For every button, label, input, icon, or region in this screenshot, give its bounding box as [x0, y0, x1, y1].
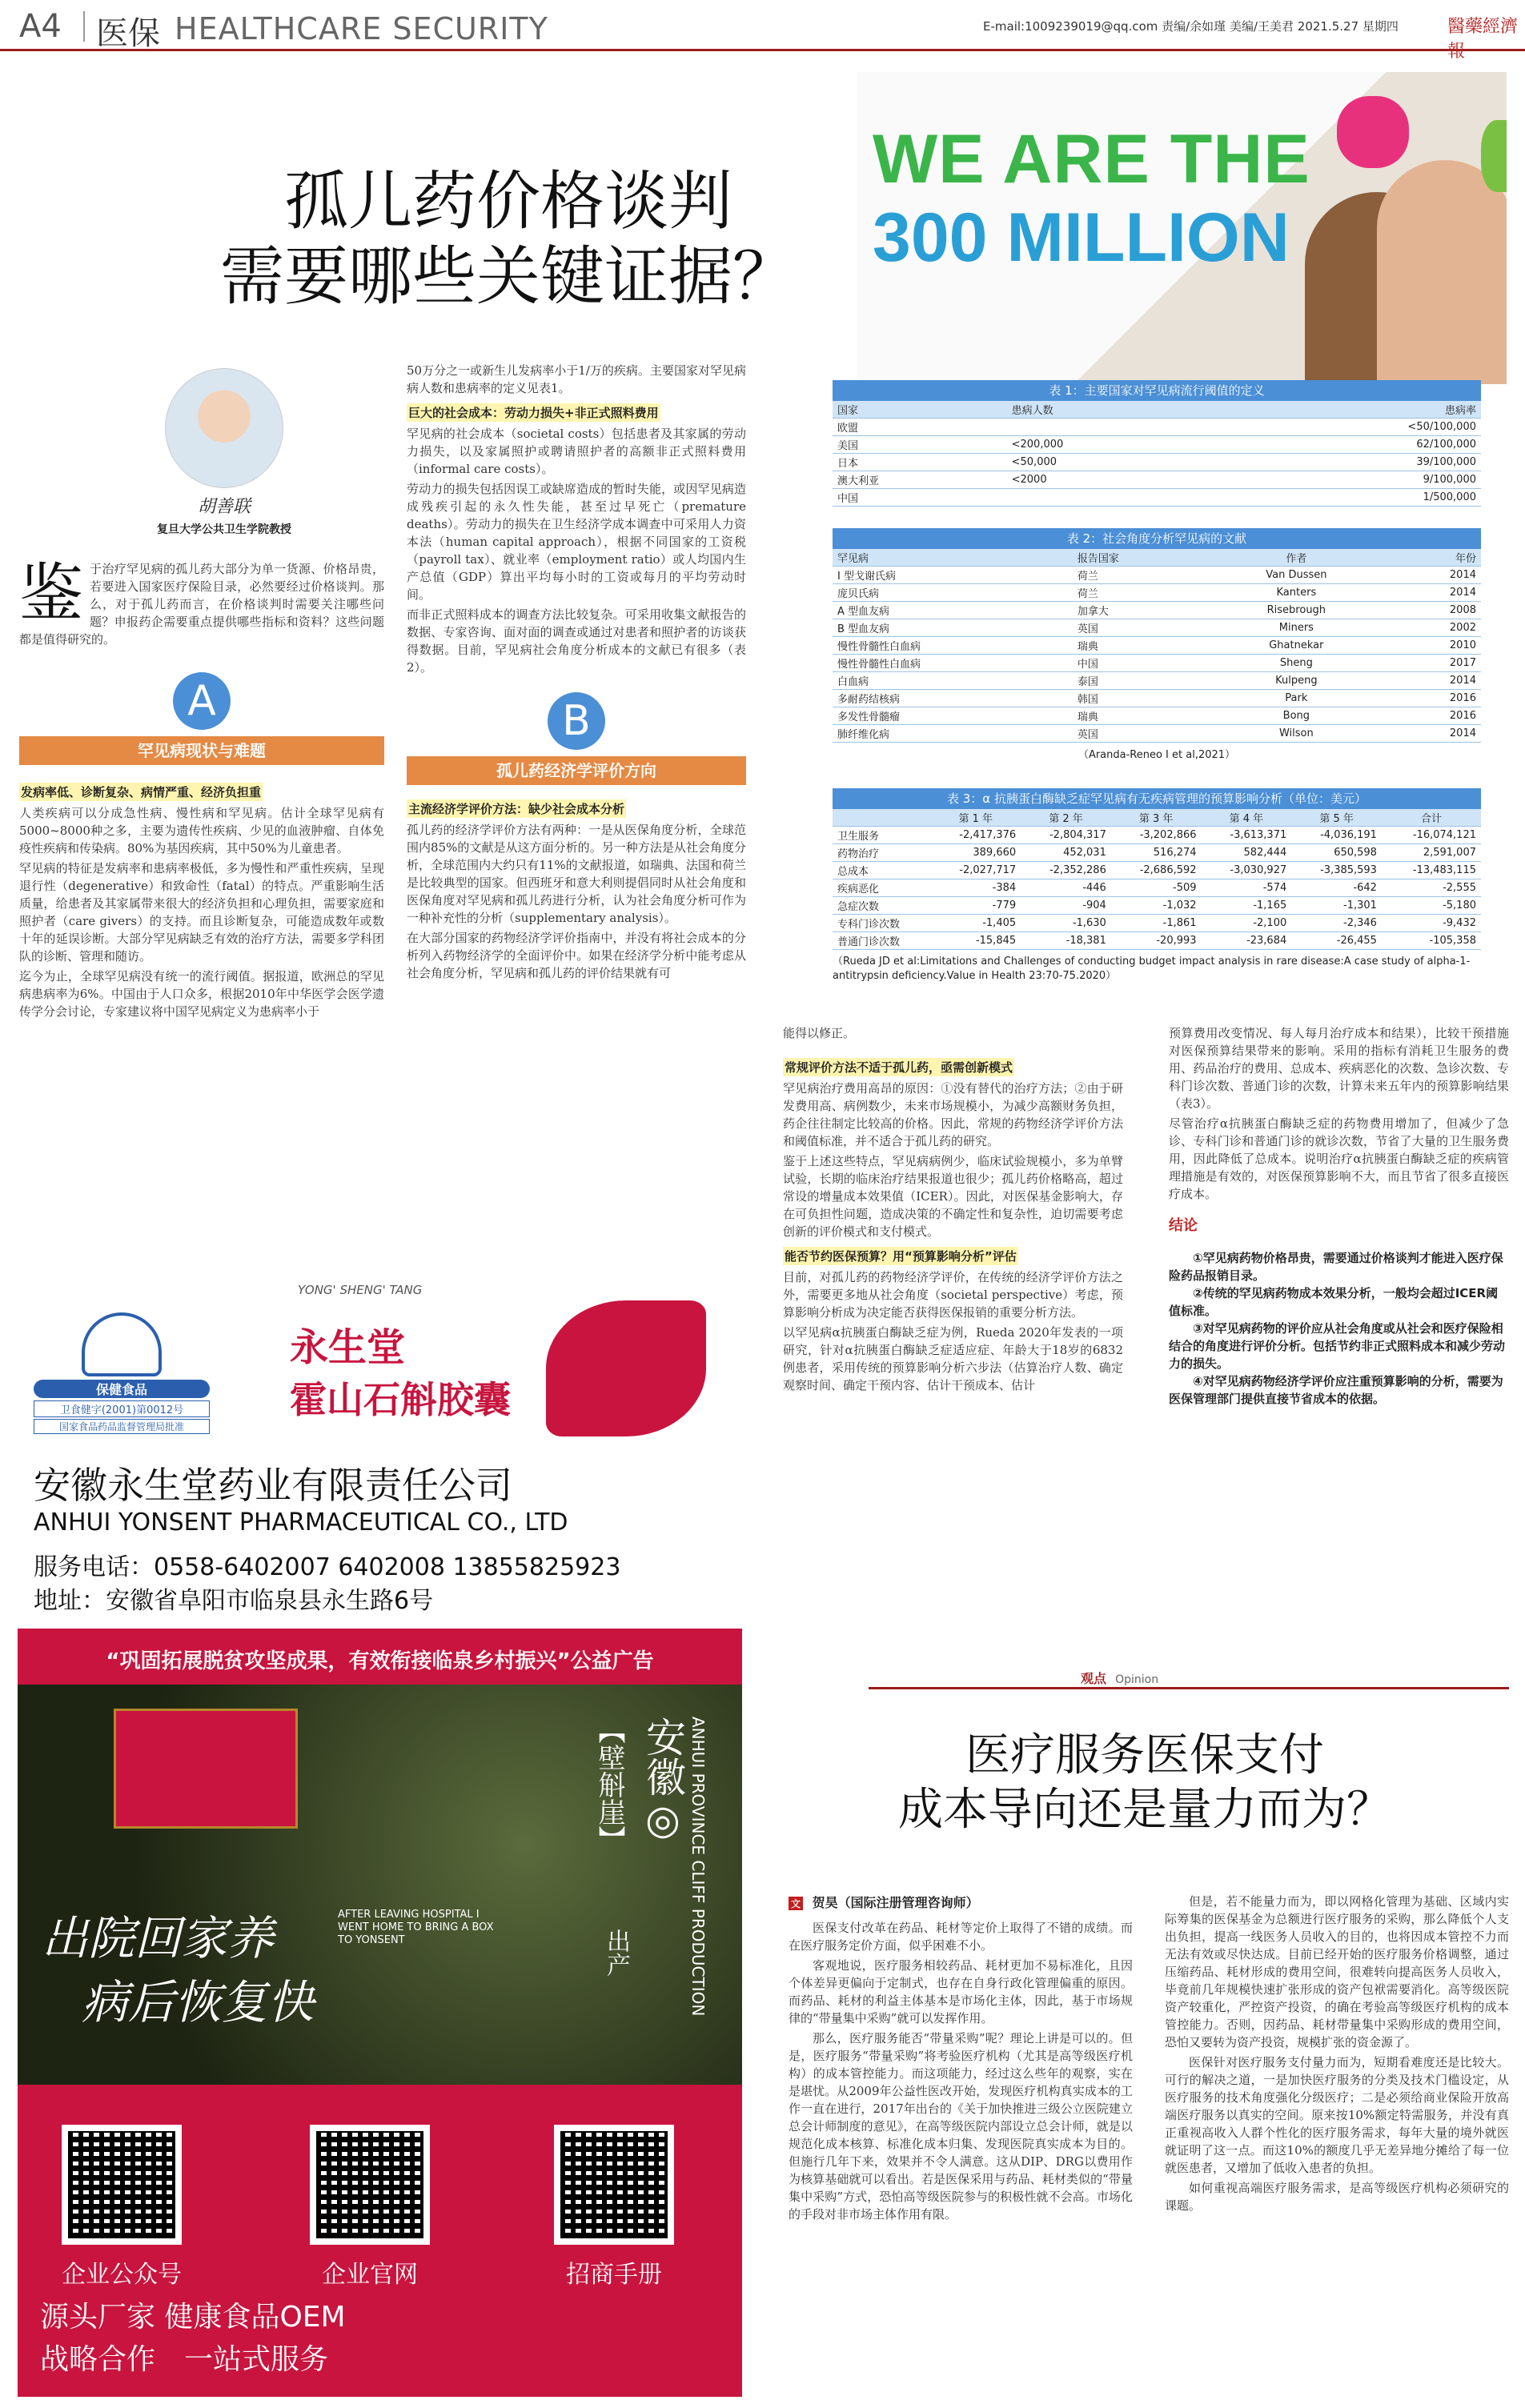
table-row: 肺纤维化病 英国 Wilson 2014 [833, 725, 1481, 743]
conclusion-item: ①罕见病药物价格昂贵，需要通过价格谈判才能进入医疗保险药品报销目录。 [1169, 1251, 1503, 1283]
table-header-row: 第 1 年 第 2 年 第 3 年 第 4 年 第 5 年 合计 [833, 809, 1481, 827]
paragraph: 迄今为止，全球罕见病没有统一的流行阈值。据报道，欧洲总的罕见病患病率为6%。中国由于人口众多，根据2010年中华医学会医学遗传学分会讨论，专家建议将中国罕见病定义为患病率小于 [19, 969, 384, 1019]
author-signature: 胡善联 [197, 497, 251, 517]
table-2 [833, 528, 1481, 761]
paragraph: 鉴于上述这些特点，罕见病病例少，临床试验规模小，多为单臂试验，长期的临床治疗结果报道也很少；孤儿药价格略高，超过常设的增量成本效果值（ICER）。因此，对医保基金影响大，存在可负担性问题，造成决策的不确定性和复杂性，迫切需要考虑创新的评价模式和支付模式。 [783, 1154, 1123, 1239]
opinion-rule [869, 1687, 1509, 1689]
author-icon: 文 [789, 1897, 803, 1910]
paragraph: 预算费用改变情况、每人每月治疗成本和结果），比较干预措施对医保预算结果带来的影响。采用的指标有消耗卫生服务的费用、药品治疗的费用、总成本、疾病恶化的次数、急诊次数、专科门诊次数、普通门诊的次数，计算未来五年内的预算影响结果（表3）。 [1169, 1026, 1509, 1111]
paragraph: 目前，对孤儿药的药物经济学评价，在传统的经济学评价方法之外，需要更多地从社会角度（societal perspective）考虑，预算影响分析成为决定能否获得医保报销的重要分析方法。 [783, 1270, 1123, 1320]
paragraph: 而非正式照料成本的调查方法比较复杂。可采用收集文献报告的数据、专家咨询、面对面的调查或通过对患者和照护者的访谈获得数据。目前，罕见病社会角度分析成本的文献已有很多（表2）。 [407, 607, 746, 675]
gift-box [114, 1709, 298, 1829]
table-3-title: 表 3：α 抗胰蛋白酶缺乏症罕见病有无疾病管理的预算影响分析（单位：美元） [833, 788, 1481, 809]
subhead: 能否节约医保预算？用“预算影响分析”评估 [783, 1247, 1018, 1265]
title-line-2: 需要哪些关键证据？ [220, 239, 797, 314]
subhead: 巨大的社会成本：劳动力损失+非正式照料费用 [407, 403, 660, 422]
qr-label: 企业公众号 [62, 2261, 182, 2289]
opinion-tag: 观点 Opinion [1081, 1671, 1159, 1686]
section-a-subhead: 发病率低、诊断复杂、病情严重、经济负担重 [19, 783, 263, 801]
header-meta: E-mail:1009239019@qq.com 责编/余如瑾 美编/王美君 2021.5.27 星期四 [983, 19, 1399, 34]
table-row: 慢性骨髓性白血病 中国 Sheng 2017 [833, 655, 1481, 672]
masthead: 醫藥經濟報 [1447, 17, 1519, 62]
painted-hand [1337, 96, 1409, 168]
ad-calligraphy-en: AFTER LEAVING HOSPITAL I WENT HOME TO BRING A BOX TO YONSENT [338, 1909, 494, 1946]
table-row: 多发性骨髓瘤 瑞典 Bong 2016 [833, 707, 1481, 725]
column-1 [19, 556, 384, 1020]
section-name: 医保 [96, 15, 160, 52]
badge-label: 保健食品 [34, 1380, 210, 1398]
paragraph: 罕见病治疗费用高昂的原因：①没有替代的治疗方法；②由于研发费用高、病例数少，未来市场规模小，为减少高额财务负担，药企往往制定比较高的价格。因此，常规的药物经济学评价方法和阈值标准，并不适合于孤儿药的研究。 [783, 1081, 1123, 1148]
article-title [168, 164, 849, 315]
table-row: 疾病恶化 -384 -446 -509 -574 -642 -2,555 [833, 879, 1481, 897]
conclusion-item: ②传统的罕见病药物成本效果分析，一般均会超过ICER阈值标准。 [1169, 1286, 1499, 1318]
section-b-title: 孤儿药经济学评价方向 [407, 756, 746, 785]
table-row: A 型血友病 加拿大 Risebrough 2008 [833, 602, 1481, 619]
ad-badge [34, 1312, 210, 1434]
opinion-column-2 [1165, 1893, 1509, 2214]
ad-vertical-en: ANHUI PROVINCE CLIFF PRODUCTION [688, 1717, 708, 2017]
page-header [0, 0, 1525, 62]
paragraph: 医保支付改革在药品、耗材等定价上取得了不错的成绩。而在医疗服务定价方面，似乎困难不小。 [789, 1921, 1133, 1953]
table-3 [833, 788, 1481, 984]
ad-photo [18, 1685, 742, 2085]
paragraph: 但是，若不能量力而为，即以网格化管理为基础、区域内实际筹集的医保基金为总额进行医疗服务的采购，那么降低个人支出负担，提高一线医务人员收入的目的，也将因成本管控不力而无法有效或尽快达成。目前已经开始的医疗服务价格调整，通过压缩药品、耗材形成的费用空间，很难转向提高医务人员收入，毕竟前几年规模快速扩张形成的资产包袱需要消化。高等级医院资产较重化，严控资产投资，的确在考验高等级医疗机构的成本管控能力。否则，因药品、耗材带量集中采购形成的费用空间，恐怕又要转为资产投资，规模扩张的资金源了。 [1165, 1894, 1509, 2049]
ad-phone: 服务电话：0558-6402007 6402008 13855825923 [34, 1553, 621, 1581]
ad-brand: 永生堂 [290, 1325, 406, 1370]
author-photo [165, 368, 283, 488]
table-row: 日本 <50,000 39/100,000 [833, 454, 1481, 471]
ad-company-en: ANHUI YONSENT PHARMACEUTICAL CO., LTD [34, 1509, 568, 1537]
table-row: B 型血友病 英国 Miners 2002 [833, 619, 1481, 637]
opinion-author: 文 贺昊（国际注册管理咨询师） [789, 1893, 979, 1911]
table-row: 庞贝氏病 荷兰 Kanters 2014 [833, 584, 1481, 602]
paragraph: 尽管治疗α抗胰蛋白酶缺乏症的药物费用增加了，但减少了急诊、专科门诊和普通门诊的就诊次数，节省了大量的卫生服务费用，因此降低了总成本。说明治疗α抗胰蛋白酶缺乏症的疾病管理措施是有效的，对医保预算影响不大，而且节省了很多直接医疗成本。 [1169, 1116, 1509, 1201]
table-row: 急症次数 -779 -904 -1,032 -1,165 -1,301 -5,180 [833, 897, 1481, 915]
paragraph: 以罕见病α抗胰蛋白酶缺乏症为例，Rueda 2020年发表的一项研究，针对α抗胰蛋白酶缺乏症适应症、年龄大于18岁的6832例患者，采用传统的预算影响分析六步法（估算治疗人数、确定观察时间、确定干预内容、估计干预成本、估计 [783, 1325, 1123, 1392]
table-row: 卫生服务 -2,417,376 -2,804,317 -3,202,866 -3,613,371 -4,036,191 -16,074,121 [833, 827, 1481, 844]
ad-product: 霍山石斛胶囊 [290, 1378, 511, 1421]
column-2 [407, 362, 746, 982]
cover-photo [857, 72, 1507, 384]
table-1-title: 表 1：主要国家对罕见病流行阈值的定义 [833, 380, 1481, 401]
table-row: 美国 <200,000 62/100,000 [833, 436, 1481, 454]
painted-hand [1481, 120, 1507, 192]
paragraph: 那么，医疗服务能否“带量采购”呢？理论上讲是可以的。但是，医疗服务“带量采购”将考验医疗机构（尤其是高等级医疗机构）的成本管控能力。而这项能力，经过这么些年的观察，实在是堪忧。从2009年公益性医改开始，发现医疗机构真实成本的工作一直在进行，2017年出台的《关于加快推进三级公立医院建立总会计师制度的意见》，在高等级医院内部设立总会计师，就是以规范化成本核算、标准化成本归集、发现医院真实成本为目的。但施行几年下来，效果并不令人满意。这从DIP、DRG以费用作为核算基础就可以看出。若是医保采用与药品、耗材类似的“带量集中采购”方式，恐怕高等级医院参与的积极性就不会高。市场化的手段对非市场主体作用有限。 [789, 2031, 1133, 2222]
qr-label: 企业官网 [322, 2261, 418, 2289]
ad-slogan: “巩固拓展脱贫攻坚成果，有效衔接临泉乡村振兴”公益广告 [106, 1649, 654, 1673]
ad-vertical-cn: 安徽◎ [640, 1717, 686, 1843]
table-header-row: 罕见病 报告国家 作者 年份 [833, 549, 1481, 567]
qr-label: 招商手册 [566, 2261, 662, 2289]
table-row: 澳大利亚 <2000 9/100,000 [833, 471, 1481, 489]
paragraph: 人类疾病可以分成急性病、慢性病和罕见病。估计全球罕见病有5000~8000种之多，主要为遗传性疾病、少见的血液肿瘤、自体免疫性疾病和传染病。80%为基因疾病，其中50%为儿童患者。 [19, 806, 384, 855]
ad-company: 安徽永生堂药业有限责任公司 [34, 1464, 512, 1507]
dove-logo [546, 1300, 706, 1436]
table-header-row: 国家 患病人数 患病率 [833, 401, 1481, 419]
table-row: 中国 1/500,000 [833, 489, 1481, 507]
table-row: 普通门诊次数 -15,845 -18,381 -20,993 -23,684 -26,455 -105,358 [833, 932, 1481, 950]
table-row: 专科门诊次数 -1,405 -1,630 -1,861 -2,100 -2,346 -9,432 [833, 915, 1481, 932]
ad-address: 地址：安徽省阜阳市临泉县永生路6号 [34, 1587, 434, 1615]
conclusion-item: ③对罕见病药物的评价应从社会角度或从社会和医疗保险相结合的角度进行评价分析。包括节约非正式照料成本和减少劳动力的损失。 [1169, 1321, 1506, 1371]
qr-code[interactable] [554, 2125, 674, 2245]
section-name-en: HEALTHCARE SECURITY [175, 11, 548, 46]
paragraph: 罕见病的社会成本（societal costs）包括患者及其家属的劳动力损失，以及家属照护或聘请照护者的高额非正式照料费用（informal care costs）。 [407, 427, 746, 476]
paragraph: 客观地说，医疗服务相较药品、耗材更加不易标准化，且因个体差异更偏向于定制式，也存在自身行政化管理偏重的原因。而药品、耗材的利益主体基本是市场化主体，因此，基于市场规律的“带量集中采购”就可以发挥作用。 [789, 1958, 1133, 2025]
photo-headline-1: WE ARE THE [873, 121, 1310, 198]
ad-bottom-line-1: 源头厂家 健康食品OEM [40, 2301, 346, 2334]
ad-calligraphy-2: 病后恢复快 [82, 1975, 315, 2029]
paragraph: 医保针对医疗服务支付量力而为，短期看难度还是比较大。可行的解决之道，一是加快医疗服务的分类及技术门槛设定，从医疗服务的技术角度强化分级医疗；二是必须给商业保险开放高端医疗服务以真实的空间。原来按10%额定特需服务，并没有真正重视高收入人群个性化的医疗服务需求，每年大量的境外就医就证明了这一点。而这10%的额度几乎无差异地分摊给了每一位就医患者，又增加了低收入患者的负担。 [1165, 2055, 1509, 2175]
qr-code[interactable] [310, 2125, 430, 2245]
ad-top-panel [18, 1276, 742, 1629]
table-row: 药物治疗 389,660 452,031 516,274 582,444 650,598 2,591,007 [833, 844, 1481, 862]
section-b-subhead: 主流经济学评价方法：缺少社会成本分析 [407, 799, 626, 818]
paragraph: 孤儿药的经济学评价方法有两种：一是从医保角度分析，全球范围内85%的文献是从这方面分析的。另一种方法是从社会角度分析，全球范围内大约只有11%的文献报道，如瑞典、法国和荷兰是比较典型的国家。但西班牙和意大利则提倡同时从社会角度和医保角度对罕见病和孤儿药进行分析，认为社会角度分析可作为一种补充性的分析（supplementary analysis）。 [407, 823, 746, 925]
table-row: 慢性骨髓性白血病 瑞典 Ghatnekar 2010 [833, 637, 1481, 655]
table-3-source: （Rueda JD et al:Limitations and Challenges of conducting budget impact analysis in rare disease:A case study of alpha-1-antitrypsin deficiency.Value in Health 23:70-75.2020） [833, 956, 1471, 982]
table-row: 欧盟 <50/100,000 [833, 419, 1481, 436]
opinion-title [781, 1729, 1509, 1837]
ad-brand-en: YONG' SHENG' TANG [298, 1283, 423, 1297]
ad-calligraphy-1: 出院回家养 [42, 1911, 275, 1965]
health-food-logo [82, 1312, 162, 1376]
paragraph: 劳动力的损失包括因误工或缺席造成的暂时失能，或因罕见病造成残疾引起的永久性失能，甚至过早死亡（premature deaths）。劳动力的损失在卫生经济学成本调查中可采用人力资本法（human capital approach），根据不同国家的工资税（payroll tax）、就业率（employment ratio）或人均国内生产总值（GDP）算出平均每小时的工资或每月的平均劳动时间。 [407, 482, 746, 602]
advertisement [18, 1276, 742, 2397]
paragraph: 能得以修正。 [783, 1026, 856, 1040]
conclusion-item: ④对罕见病药物经济学评价应注重预算影响的分析，需要为医保管理部门提供直接节省成本的依据。 [1169, 1374, 1503, 1406]
author-block [104, 368, 344, 537]
intro-paragraph: 鉴 于治疗罕见病的孤儿药大部分为单一货源、价格昂贵，若要进入国家医疗保险目录，必然要经过价格谈判。那么，对于孤儿药而言，在价格谈判时需要关注哪些问题？申报药企需要重点提供哪些指标和资料？这些问题都是值得研究的。 [19, 556, 384, 647]
ad-bottom-line-2: 战略合作 一站式服务 [40, 2343, 329, 2376]
ad-vertical-cliff: 【壁斛崖】 [593, 1717, 625, 1853]
title-line-1: 孤儿药价格谈判 [284, 164, 732, 238]
column-3 [783, 1024, 1123, 1394]
column-4 [1169, 1024, 1509, 1408]
ad-vertical-produce: 出产 [602, 1929, 630, 1977]
paragraph: 在大部分国家的药物经济学评价指南中，并没有将社会成本的分析列入药物经济学的全面评价中。如果在经济学分析中能考虑从社会角度分析，罕见病和孤儿药的评价结果就有可 [407, 931, 746, 980]
page-number: A4 [19, 8, 62, 45]
table-row: 白血病 泰国 Kulpeng 2014 [833, 672, 1481, 690]
drop-cap: 鉴 [19, 556, 83, 631]
author-affiliation: 复旦大学公共卫生学院教授 [157, 523, 291, 536]
opinion-column-1 [789, 1919, 1133, 2223]
opinion-title-line-2: 成本导向还是量力而为？ [898, 1784, 1391, 1836]
photo-headline-2: 300 MILLION [873, 199, 1290, 276]
subhead: 常规评价方法不适于孤儿药，亟需创新模式 [783, 1058, 1014, 1076]
qr-code[interactable] [62, 2125, 182, 2245]
badge-approval: 国家食品药品监督管理局批准 [34, 1419, 210, 1434]
table-1 [833, 380, 1481, 507]
opinion-title-line-1: 医疗服务医保支付 [965, 1729, 1324, 1781]
table-2-source: （Aranda-Reneo I et al,2021） [1078, 749, 1236, 761]
adult-figure [1377, 160, 1507, 384]
paragraph: 50万分之一或新生儿发病率小于1/万的疾病。主要国家对罕见病病人数和患病率的定义见表1。 [407, 363, 746, 395]
header-divider [83, 11, 85, 42]
section-b-badge: B [548, 692, 605, 750]
conclusion-heading: 结论 [1169, 1217, 1198, 1234]
table-row: I 型戈谢氏病 荷兰 Van Dussen 2014 [833, 567, 1481, 584]
table-row: 多耐药结核病 韩国 Park 2016 [833, 690, 1481, 707]
section-a-badge: A [173, 672, 231, 730]
table-2-title: 表 2：社会角度分析罕见病的文献 [833, 528, 1481, 549]
badge-license: 卫食健字(2001)第0012号 [34, 1400, 210, 1417]
table-row: 总成本 -2,027,717 -2,352,286 -2,686,592 -3,030,927 -3,385,593 -13,483,115 [833, 862, 1481, 879]
paragraph: 罕见病的特征是发病率和患病率极低，多为慢性和严重性疾病，呈现退行性（degenerative）和致命性（fatal）的特点。严重影响生活质量，给患者及其家属带来很大的经济负担和心理负担，需要家庭和照护者（care givers）的支持。而且诊断复杂，可能造成数年或数十年的延误诊断。大部分罕见病缺乏有效的治疗方法，需要多学科团队的诊断、管理和随访。 [19, 861, 384, 964]
paragraph: 如何重视高端医疗服务需求，是高等级医疗机构必须研究的课题。 [1165, 2181, 1509, 2213]
section-a-title: 罕见病现状与难题 [19, 736, 384, 765]
